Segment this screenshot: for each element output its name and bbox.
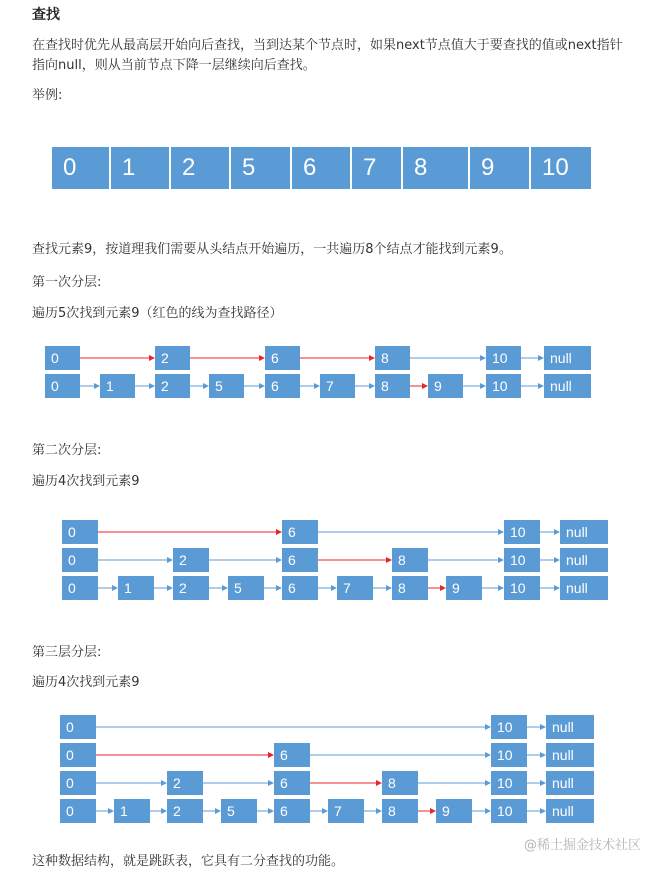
node-label: 10: [492, 378, 508, 394]
skiplist-node: [486, 374, 521, 398]
node-label: 8: [381, 350, 389, 366]
node-label: 6: [280, 775, 288, 791]
skiplist-node: [282, 576, 318, 600]
node-label: 10: [497, 775, 513, 791]
node-label: 5: [234, 580, 242, 596]
skiplist-diagram-3: [0, 715, 665, 829]
skiplist-node: [60, 799, 96, 823]
skiplist-node: [504, 548, 540, 572]
skiplist-node: [544, 346, 591, 370]
node-label: 8: [381, 378, 389, 394]
skiplist-node: [428, 374, 463, 398]
node-label: 6: [271, 378, 279, 394]
skiplist-node: [328, 799, 364, 823]
skiplist-node: [546, 771, 594, 795]
third-layer-label: 第三层分层:: [32, 645, 102, 660]
skiplist-node: [546, 743, 594, 767]
node-label: null: [566, 580, 588, 596]
node-label: 8: [398, 552, 406, 568]
node-label: null: [550, 350, 572, 366]
skiplist-node: [392, 548, 428, 572]
skiplist-node: [100, 374, 135, 398]
skiplist-node: [62, 520, 98, 544]
node-label: null: [550, 378, 572, 394]
skiplist-diagram-2: [0, 520, 665, 610]
skiplist-node: [504, 576, 540, 600]
node-label: 5: [227, 803, 235, 819]
node-label: 8: [388, 775, 396, 791]
skiplist-node: [209, 374, 244, 398]
node-label: 0: [51, 378, 59, 394]
array-cell: 0: [52, 147, 109, 189]
array-cell: 10: [531, 147, 591, 189]
node-label: 0: [68, 552, 76, 568]
skiplist-node: [544, 374, 591, 398]
skiplist-node: [320, 374, 355, 398]
node-label: 7: [343, 580, 351, 596]
array-cell: 9: [470, 147, 529, 189]
node-label: 10: [492, 350, 508, 366]
node-label: 1: [106, 378, 114, 394]
skiplist-node: [265, 346, 300, 370]
node-label: 6: [280, 803, 288, 819]
skiplist-node: [337, 576, 373, 600]
skiplist-node: [392, 576, 428, 600]
node-label: 2: [173, 775, 181, 791]
node-label: 9: [434, 378, 442, 394]
skiplist-node: [62, 548, 98, 572]
node-label: null: [566, 552, 588, 568]
node-label: 5: [215, 378, 223, 394]
conclusion: 这种数据结构，就是跳跃表，它具有二分查找的功能。: [32, 854, 345, 869]
node-label: 2: [161, 378, 169, 394]
node-label: 7: [334, 803, 342, 819]
node-label: 9: [452, 580, 460, 596]
skiplist-node: [114, 799, 150, 823]
skiplist-node: [382, 771, 418, 795]
node-label: 2: [161, 350, 169, 366]
skiplist-node: [491, 743, 527, 767]
second-layer-desc: 遍历4次找到元素9: [32, 474, 140, 489]
array-cell: 2: [171, 147, 229, 189]
first-layer-label: 第一次分层:: [32, 275, 102, 290]
node-label: null: [566, 524, 588, 540]
second-layer-label: 第二次分层:: [32, 443, 102, 458]
array-cell: 1: [111, 147, 169, 189]
skiplist-node: [282, 520, 318, 544]
node-label: 6: [288, 552, 296, 568]
skiplist-node: [375, 374, 410, 398]
node-label: 0: [51, 350, 59, 366]
node-label: 6: [288, 524, 296, 540]
skiplist-node: [446, 576, 482, 600]
node-label: 10: [510, 552, 526, 568]
example-label: 举例:: [32, 88, 63, 103]
node-label: 6: [288, 580, 296, 596]
node-label: 1: [120, 803, 128, 819]
node-label: 0: [68, 580, 76, 596]
skiplist-node: [221, 799, 257, 823]
node-label: 7: [326, 378, 334, 394]
node-label: 8: [388, 803, 396, 819]
skiplist-svg: [0, 715, 665, 829]
first-layer-desc: 遍历5次找到元素9（红色的线为查找路径）: [32, 306, 283, 321]
skiplist-node: [167, 799, 203, 823]
node-label: 10: [510, 524, 526, 540]
array-cell: 7: [352, 147, 401, 189]
skiplist-diagram-1: [0, 346, 620, 408]
node-label: null: [552, 803, 574, 819]
intro-line-2: 指向null，则从当前节点下降一层继续向后查找。: [32, 58, 316, 73]
node-label: 2: [179, 580, 187, 596]
node-label: 0: [66, 747, 74, 763]
section-title: 查找: [32, 7, 60, 23]
node-label: 0: [66, 803, 74, 819]
array-cell: 6: [292, 147, 350, 189]
watermark: @稀土掘金技术社区: [523, 838, 641, 853]
skiplist-node: [560, 520, 608, 544]
skiplist-node: [491, 799, 527, 823]
skiplist-node: [155, 374, 190, 398]
skiplist-node: [560, 576, 608, 600]
skiplist-svg: [0, 346, 620, 408]
skiplist-node: [282, 548, 318, 572]
node-label: 10: [510, 580, 526, 596]
node-label: 2: [179, 552, 187, 568]
node-label: 9: [442, 803, 450, 819]
skiplist-node: [491, 771, 527, 795]
node-label: 10: [497, 719, 513, 735]
skiplist-node: [504, 520, 540, 544]
skiplist-node: [60, 743, 96, 767]
skiplist-node: [375, 346, 410, 370]
node-label: 0: [68, 524, 76, 540]
skiplist-node: [167, 771, 203, 795]
third-layer-desc: 遍历4次找到元素9: [32, 675, 140, 690]
node-label: 2: [173, 803, 181, 819]
skiplist-node: [546, 799, 594, 823]
skiplist-node: [60, 771, 96, 795]
node-label: 0: [66, 719, 74, 735]
skiplist-node: [274, 771, 310, 795]
node-label: 10: [497, 747, 513, 763]
skiplist-node: [118, 576, 154, 600]
node-label: 1: [124, 580, 132, 596]
skiplist-node: [486, 346, 521, 370]
skiplist-node: [436, 799, 472, 823]
skiplist-node: [265, 374, 300, 398]
intro-line-1: 在查找时优先从最高层开始向后查找，当到达某个节点时，如果next节点值大于要查找的值或next指针: [32, 38, 623, 53]
skiplist-node: [382, 799, 418, 823]
skiplist-node: [274, 799, 310, 823]
array-row: [52, 147, 591, 189]
skiplist-node: [228, 576, 264, 600]
search-description: 查找元素9，按道理我们需要从头结点开始遍历，一共遍历8个结点才能找到元素9。: [32, 242, 512, 257]
node-label: 6: [280, 747, 288, 763]
node-label: 10: [497, 803, 513, 819]
skiplist-node: [274, 743, 310, 767]
skiplist-node: [173, 576, 209, 600]
skiplist-node: [173, 548, 209, 572]
node-label: 0: [66, 775, 74, 791]
node-label: null: [552, 719, 574, 735]
array-cell: 8: [403, 147, 468, 189]
skiplist-svg: [0, 520, 665, 610]
skiplist-node: [546, 715, 594, 739]
skiplist-node: [60, 715, 96, 739]
node-label: 8: [398, 580, 406, 596]
skiplist-node: [45, 374, 80, 398]
array-cell: 5: [231, 147, 290, 189]
skiplist-node: [62, 576, 98, 600]
skiplist-node: [45, 346, 80, 370]
node-label: null: [552, 747, 574, 763]
skiplist-node: [155, 346, 190, 370]
node-label: null: [552, 775, 574, 791]
skiplist-node: [491, 715, 527, 739]
skiplist-node: [560, 548, 608, 572]
node-label: 6: [271, 350, 279, 366]
